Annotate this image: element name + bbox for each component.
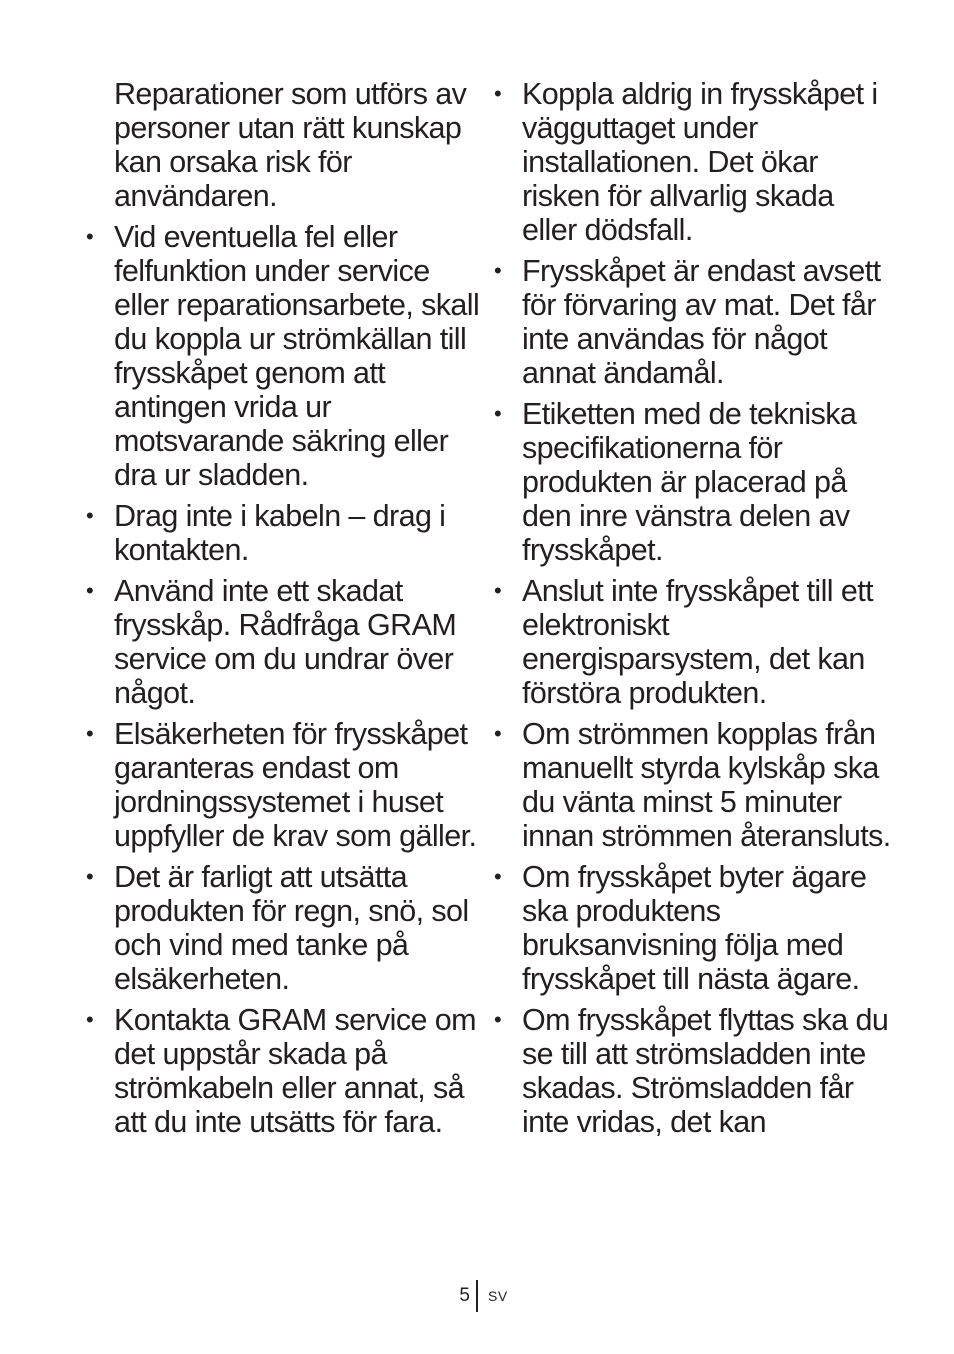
page-footer [440, 1278, 508, 1314]
bullet-icon: • [86, 721, 94, 746]
bullet-text: Drag inte i kabeln – drag i kontakten. [114, 499, 446, 567]
bullet-icon: • [86, 503, 94, 528]
bullet-text: Etiketten med de tekniska specifikationerna för produkten är placerad på den inre vänstra delen av frysskåpet. [522, 397, 857, 567]
bullet-icon: • [86, 1007, 94, 1032]
bullet-icon: • [494, 721, 502, 746]
bullet-icon: • [494, 81, 502, 106]
bullet-item [494, 860, 894, 996]
bullet-text: Om frysskåpet byter ägare ska produktens bruksanvisning följa med frysskåpet till nästa ägare. [522, 860, 867, 996]
continuation-text: Reparationer som utförs av personer utan rätt kunskap kan orsaka risk för användaren. [114, 77, 467, 213]
bullet-item [494, 397, 894, 567]
continuation-paragraph [86, 77, 486, 213]
bullet-item [86, 860, 486, 996]
bullet-item [86, 499, 486, 567]
bullet-icon: • [494, 258, 502, 283]
bullet-item [86, 220, 486, 492]
bullet-icon: • [86, 224, 94, 249]
bullet-text: Vid eventuella fel eller felfunktion under service eller reparationsarbete, skall du koppla ur strömkällan till frysskåpet genom att antingen vrida ur motsvarande säkring eller dra ur sladden. [114, 220, 480, 492]
bullet-text: Elsäkerheten för frysskåpet garanteras endast om jordningssystemet i huset uppfyller de krav som gäller. [114, 717, 477, 853]
bullet-icon: • [494, 1007, 502, 1032]
bullet-item [494, 77, 894, 247]
bullet-text: Kontakta GRAM service om det uppstår skada på strömkabeln eller annat, så att du inte utsätts för fara. [114, 1003, 476, 1139]
language-code: SV [488, 1288, 508, 1304]
bullet-icon: • [494, 401, 502, 426]
footer-divider [476, 1280, 478, 1312]
bullet-icon: • [86, 578, 94, 603]
bullet-text: Om frysskåpet flyttas ska du se till att strömsladden inte skadas. Strömsladden får inte vridas, det kan [522, 1003, 889, 1139]
right-column [494, 77, 894, 1146]
bullet-item [494, 254, 894, 390]
page-number: 5 [459, 1285, 470, 1306]
bullet-item [86, 574, 486, 710]
left-column [86, 77, 486, 1146]
bullet-item [86, 717, 486, 853]
bullet-icon: • [494, 578, 502, 603]
bullet-text: Anslut inte frysskåpet till ett elektroniskt energisparsystem, det kan förstöra produkten. [522, 574, 873, 710]
bullet-item [86, 1003, 486, 1139]
bullet-text: Frysskåpet är endast avsett för förvaring av mat. Det får inte användas för något annat ändamål. [522, 254, 881, 390]
bullet-text: Använd inte ett skadat frysskåp. Rådfråga GRAM service om du undrar över något. [114, 574, 457, 710]
bullet-icon: • [86, 864, 94, 889]
bullet-text: Det är farligt att utsätta produkten för regn, snö, sol och vind med tanke på elsäkerheten. [114, 860, 469, 996]
bullet-item [494, 574, 894, 710]
bullet-icon: • [494, 864, 502, 889]
bullet-text: Om strömmen kopplas från manuellt styrda kylskåp ska du vänta minst 5 minuter innan strömmen återansluts. [522, 717, 891, 853]
bullet-text: Koppla aldrig in frysskåpet i vägguttaget under installationen. Det ökar risken för allvarlig skada eller dödsfall. [522, 77, 878, 247]
bullet-item [494, 1003, 894, 1139]
bullet-item [494, 717, 894, 853]
